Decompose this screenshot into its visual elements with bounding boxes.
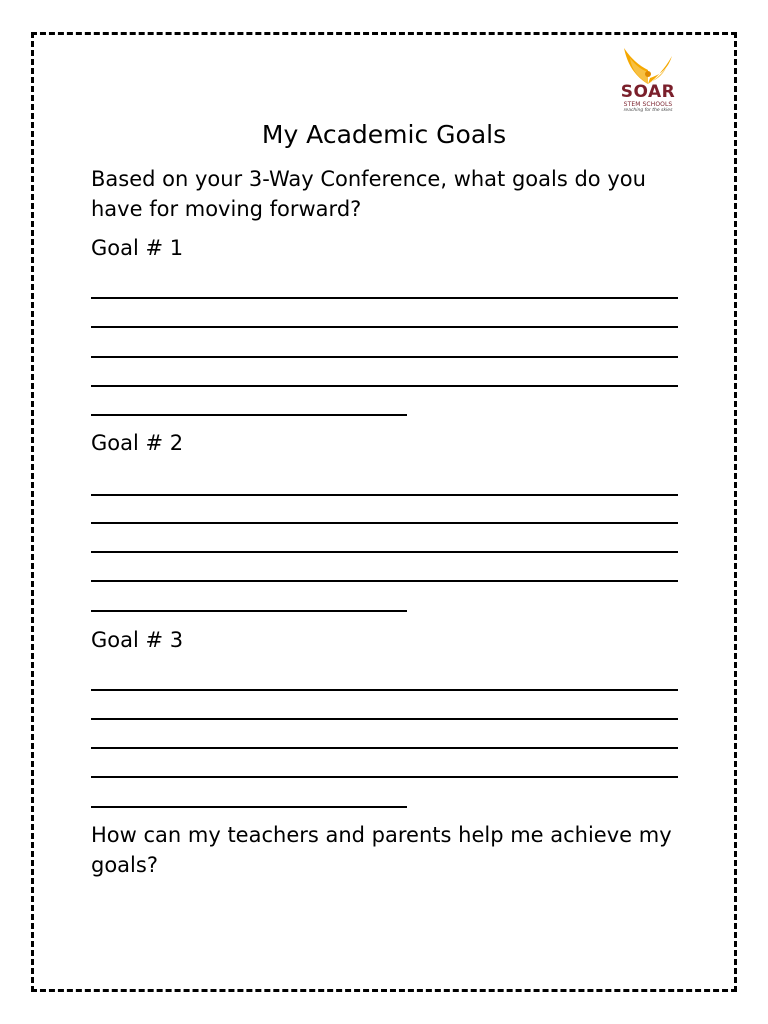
goal-3-label: Goal # 3 xyxy=(91,628,184,652)
goal-3-line-1[interactable] xyxy=(91,689,678,691)
goal-2-line-2[interactable] xyxy=(91,522,678,524)
goal-3-line-3[interactable] xyxy=(91,747,678,749)
goal-2-label: Goal # 2 xyxy=(91,431,184,455)
goal-1-line-1[interactable] xyxy=(91,297,678,299)
goal-3-line-2[interactable] xyxy=(91,718,678,720)
goal-1-line-3[interactable] xyxy=(91,356,678,358)
goal-2-line-1[interactable] xyxy=(91,494,678,496)
soar-bird-icon xyxy=(618,44,678,86)
goal-3-line-4[interactable] xyxy=(91,776,678,778)
logo-tagline: reaching for the skies xyxy=(623,108,673,113)
goal-2-line-4[interactable] xyxy=(91,580,678,582)
goal-1-line-2[interactable] xyxy=(91,326,678,328)
page-title: My Academic Goals xyxy=(261,120,507,149)
goal-3-line-5[interactable] xyxy=(91,806,407,808)
intro-question: Based on your 3-Way Conference, what goals do you have for moving forward? xyxy=(91,167,646,221)
logo-name: SOAR xyxy=(620,82,676,102)
goal-1-label: Goal # 1 xyxy=(91,236,184,260)
closing-question: How can my teachers and parents help me achieve my goals? xyxy=(91,823,672,877)
school-logo xyxy=(612,44,684,124)
goal-2-line-3[interactable] xyxy=(91,551,678,553)
goal-2-line-5[interactable] xyxy=(91,610,407,612)
goal-1-line-5[interactable] xyxy=(91,414,407,416)
goal-1-line-4[interactable] xyxy=(91,385,678,387)
logo-subtitle: STEM SCHOOLS xyxy=(623,101,673,108)
